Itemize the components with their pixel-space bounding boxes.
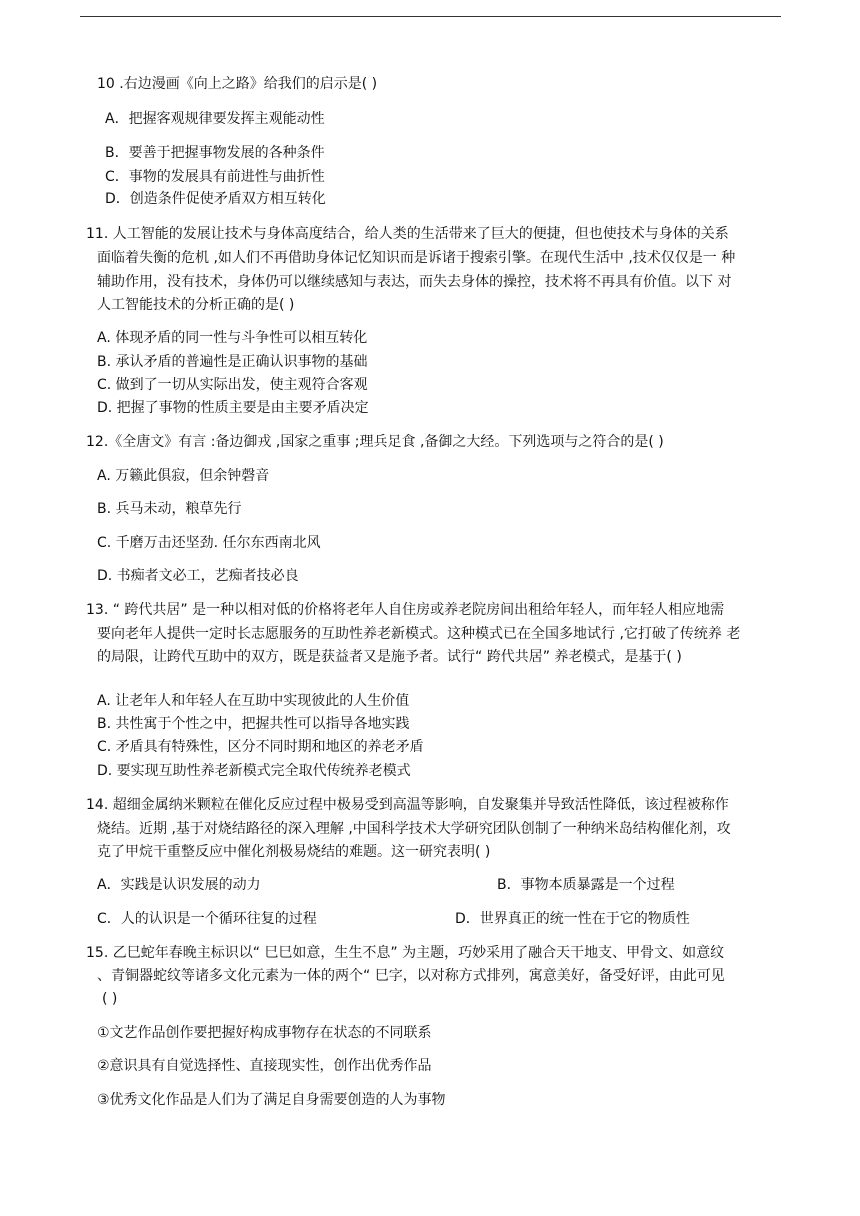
q13-option-a: A. 让老年人和年轻人在互助中实现彼此的人生价值 [97,693,410,709]
q14-option-c: C．人的认识是一个循环往复的过程 [97,911,317,927]
q13-option-b: B. 共性寓于个性之中，把握共性可以指导各地实践 [97,716,410,732]
q12-option-a: A. 万籁此俱寂，但余钟磬音 [97,468,270,484]
q15-option-2: ②意识具有自觉选择性、直接现实性，创作出优秀作品 [97,1058,432,1074]
q15-stem-line3: ( ) [102,991,118,1007]
q14-option-d: D．世界真正的统一性在于它的物质性 [455,911,690,927]
q13-option-d: D. 要实现互助性养老新模式完全取代传统养老模式 [97,763,411,779]
q10-option-c: C．事物的发展具有前进性与曲折性 [105,169,325,185]
q15-option-3: ③优秀文化作品是人们为了满足自身需要创造的人为事物 [97,1092,446,1108]
q10-option-a: A．把握客观规律要发挥主观能动性 [105,111,325,127]
q14-stem-line2: 烧结。近期 ,基于对烧结路径的深入理解 ,中国科学技术大学研究团队创制了一种纳米岛结构催化剂，攻 [97,821,731,837]
q15-stem-line1: 15. 乙巳蛇年春晚主标识以“ 巳巳如意，生生不息” 为主题，巧妙采用了融合天干地支、甲骨文、如意纹 [86,945,725,961]
q11-stem-line3: 辅助作用，没有技术，身体仍可以继续感知与表达，而失去身体的操控，技术将不再具有价值。以下 对 [97,274,732,290]
q11-stem-line4: 人工智能技术的分析正确的是( ) [97,297,295,313]
q11-option-b: B. 承认矛盾的普遍性是正确认识事物的基础 [97,354,368,370]
q14-option-b: B．事物本质暴露是一个过程 [497,877,675,893]
header-rule [80,16,781,17]
q12-option-b: B. 兵马未动，粮草先行 [97,501,242,517]
q11-option-d: D. 把握了事物的性质主要是由主要矛盾决定 [97,400,369,416]
q13-stem-line2: 要向老年人提供一定时长志愿服务的互助性养老新模式。这种模式已在全国多地试行 ,它打破了传统养 老 [97,626,741,642]
q11-stem-line2: 面临着失衡的危机 ,如人们不再借助身体记忆知识而是诉诸于搜索引擎。在现代生活中 ,技术仅仅是一 种 [97,250,736,266]
q11-option-c: C. 做到了一切从实际出发，使主观符合客观 [97,377,368,393]
q15-option-1: ①文艺作品创作要把握好构成事物存在状态的不同联系 [97,1025,432,1041]
q13-stem-line3: 的局限，让跨代互助中的双方，既是获益者又是施予者。试行“ 跨代共居” 养老模式，是基于( ) [97,649,682,665]
q10-option-b: B．要善于把握事物发展的各种条件 [105,145,325,161]
q12-option-c: C. 千磨万击还坚劲. 任尔东西南北风 [97,535,321,551]
q13-stem-line1: 13. “ 跨代共居” 是一种以相对低的价格将老年人自住房或养老院房间出租给年轻人，而年轻人相应地需 [86,602,725,618]
q12-stem: 12.《全唐文》有言 :备边御戎 ,国家之重事 ;理兵足食 ,备御之大经。下列选项与之符合的是( ) [86,434,664,450]
q15-stem-line2: 、青铜器蛇纹等诸多文化元素为一体的两个“ 巳字，以对称方式排列，寓意美好，备受好评，由此可见 [97,968,725,984]
q11-stem-line1: 11. 人工智能的发展让技术与身体高度结合，给人类的生活带来了巨大的便捷，但也使技术与身体的关系 [86,226,729,242]
q10-stem: 10 .右边漫画《向上之路》给我们的启示是( ) [97,76,378,92]
q13-option-c: C. 矛盾具有特殊性，区分不同时期和地区的养老矛盾 [97,739,424,755]
q12-option-d: D. 书痴者文必工，艺痴者技必良 [97,568,299,584]
q14-stem-line3: 克了甲烷干重整反应中催化剂极易烧结的难题。这一研究表明( ) [97,844,491,860]
q10-option-d: D．创造条件促使矛盾双方相互转化 [105,191,326,207]
q14-option-a: A．实践是认识发展的动力 [97,877,261,893]
q14-stem-line1: 14. 超细金属纳米颗粒在催化反应过程中极易受到高温等影响，自发聚集并导致活性降低，该过程被称作 [86,797,729,813]
q11-option-a: A. 体现矛盾的同一性与斗争性可以相互转化 [97,330,368,346]
